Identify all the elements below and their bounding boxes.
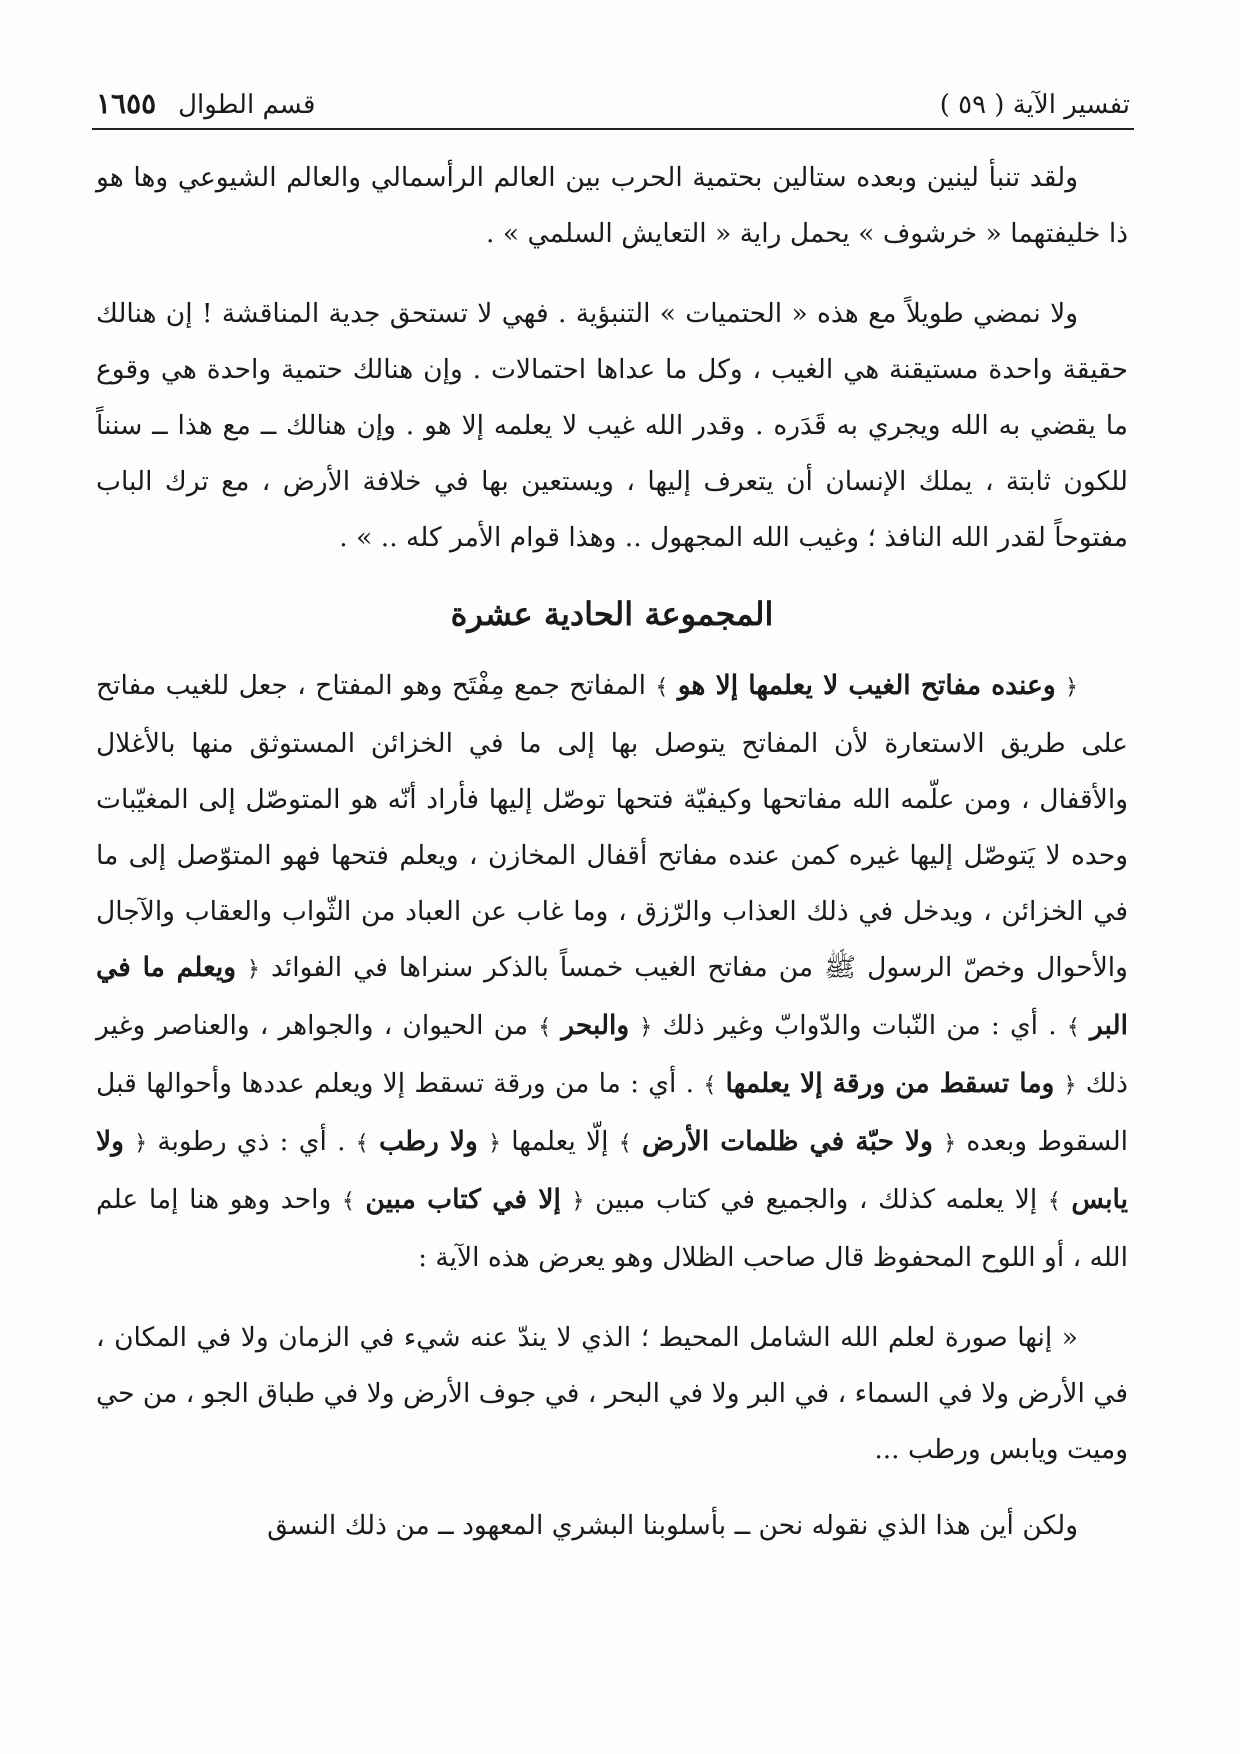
quran-bracket-close: ﴾ xyxy=(1066,1015,1080,1040)
commentary-text-4: . أي : ما من ورقة تسقط إلا ويعلم عددها وأحوالها قبل السقوط وبعده xyxy=(96,1068,1129,1157)
header-divider xyxy=(92,128,1134,130)
paragraph-2: ولا نمضي طويلاً مع هذه « الحتميات » التنبؤية . فهي لا تستحق جدية المناقشة ! إن هنالك حقيقة واحدة مستيقنة هي الغيب ، وكل ما عداها احتمالات . وإن هنالك حتمية واحدة هي وقوع ما يقضي به الله ويجري به قَدَره . وقدر الله غيب لا يعلمه إلا هو . وإن هنالك ــ مع هذا ــ سنناً للكون ثابتة ، يملك الإنسان أن يتعرف إليها ، ويستعين بها في خلافة الأرض ، مع ترك الباب مفتوحاً لقدر الله النافذ ؛ وغيب الله المجهول .. وهذا قوام الأمر كله .. » . xyxy=(96,298,1128,553)
page-body xyxy=(96,150,1128,1554)
paragraph-3-commentary xyxy=(96,658,1128,1286)
header-section-group xyxy=(96,87,315,120)
quran-bracket-open: ﴿ xyxy=(134,1131,148,1156)
quran-bracket-open: ﴿ xyxy=(943,1131,957,1156)
paragraph-4-quote: « إنها صورة لعلم الله الشامل المحيط ؛ الذي لا يندّ عنه شيء في الزمان ولا في المكان ، في الأرض ولا في السماء ، في البر ولا في البحر ، في جوف الأرض ولا في طباق الجو ، من حي وميت ويابس ورطب ... xyxy=(96,1322,1128,1465)
header-section-name: قسم الطوال xyxy=(178,90,316,120)
paragraph-5: ولكن أين هذا الذي نقوله نحن ــ بأسلوبنا البشري المعهود ــ من ذلك النسق xyxy=(267,1510,1078,1541)
commentary-text-1: المفاتح جمع مِفْتَح وهو المفتاح ، جعل للغيب مفاتح على طريق الاستعارة لأن المفاتح يتوصل بها إلى ما في الخزائن المستوثق منها بالأغلال والأقفال ، ومن علّمه الله مفاتحها وكيفيّة فتحها توصّل إليها فأراد أنّه هو المتوصّل إلى المغيّبات وحده لا يَتوصّل إليها غيره كمن عنده مفاتح أقفال المخازن ، ويعلم فتحها فهو المتوّصل إلى ما في الخزائن ، ويدخل في ذلك العذاب والرّزق ، وما غاب عن العباد من الثّواب والعقاب والآجال والأحوال وخصّ الرسول ﷺ من مفاتح الغيب خمساً بالذكر سنراها في الفوائد xyxy=(96,670,1128,983)
quran-bracket-close: ﴾ xyxy=(341,1189,355,1214)
verse-fragment-8: إلا في كتاب مبين xyxy=(365,1184,561,1215)
quran-bracket-open: ﴿ xyxy=(639,1015,653,1040)
commentary-text-7: إلا يعلمه كذلك ، والجميع في كتاب مبين xyxy=(595,1184,1038,1215)
commentary-text-2: . أي : من النّبات والدّوابّ وغير ذلك xyxy=(662,1010,1057,1041)
quran-bracket-close: ﴾ xyxy=(538,1015,552,1040)
header-surah-reference: تفسير الآية ( ٥٩ ) xyxy=(939,90,1130,120)
commentary-text-8: واحد وهو هنا إما علم الله ، أو اللوح المحفوظ قال صاحب الظلال وهو يعرض هذه الآية : xyxy=(96,1184,1128,1273)
quran-bracket-open: ﴿ xyxy=(488,1131,501,1156)
section-heading: المجموعة الحادية عشرة xyxy=(450,595,774,633)
quran-bracket-open: ﴿ xyxy=(571,1189,585,1214)
quran-bracket-close: ﴾ xyxy=(355,1131,369,1156)
paragraph-1: ولقد تنبأ لينين وبعده ستالين بحتمية الحرب بين العالم الرأسمالي والعالم الشيوعي وها هو ذا خليفتهما « خرشوف » يحمل راية « التعايش السلمي » . xyxy=(96,162,1128,249)
verse-fragment-2: ويعلم ما في البر xyxy=(96,952,1128,1041)
commentary-text-6: . أي : ذي رطوبة xyxy=(157,1126,346,1157)
quran-bracket-close: ﴾ xyxy=(655,675,669,700)
page-number: ١٦٥٥ xyxy=(96,87,157,120)
quran-bracket-open: ﴿ xyxy=(1063,1073,1077,1098)
commentary-text-5: إلّا يعلمها xyxy=(511,1126,609,1157)
verse-fragment-3: والبحر xyxy=(561,1010,630,1041)
verse-fragment-4: وما تسقط من ورقة إلا يعلمها xyxy=(725,1068,1055,1099)
quran-bracket-close: ﴾ xyxy=(1047,1189,1061,1214)
commentary-text-3: من الحيوان ، والجواهر ، والعناصر وغير ذلك xyxy=(96,1010,1128,1099)
verse-fragment-1: وعنده مفاتح الغيب لا يعلمها إلا هو xyxy=(677,670,1056,701)
verse-fragment-7: ولا يابس xyxy=(96,1126,1128,1215)
verse-fragment-5: ولا حبّة في ظلمات الأرض xyxy=(641,1126,933,1157)
running-header xyxy=(96,78,1130,120)
quran-bracket-open: ﴿ xyxy=(247,957,260,982)
verse-fragment-6: ولا رطب xyxy=(378,1126,478,1157)
quran-bracket-close: ﴾ xyxy=(618,1131,632,1156)
quran-bracket-open: ﴿ xyxy=(1065,675,1078,700)
quran-bracket-close: ﴾ xyxy=(703,1073,717,1098)
